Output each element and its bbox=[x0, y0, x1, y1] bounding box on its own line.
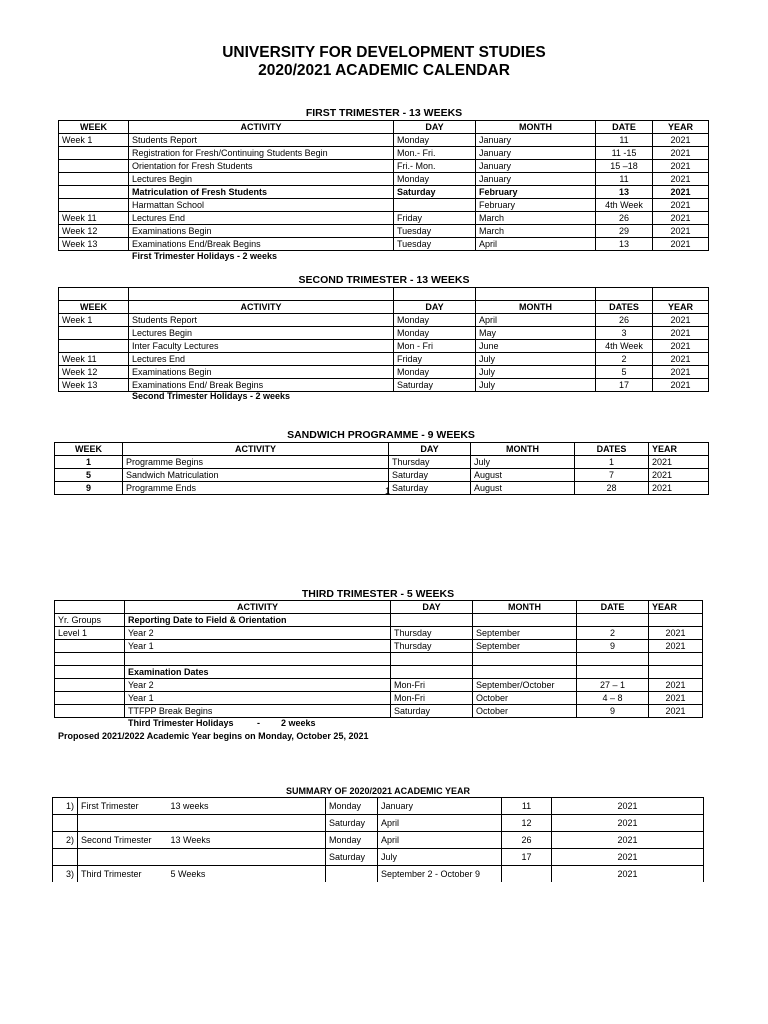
cell-month: April bbox=[476, 314, 596, 327]
first-trimester-table bbox=[58, 120, 709, 251]
cell-year: 2021 bbox=[552, 849, 704, 866]
cell-week: Week 12 bbox=[59, 366, 129, 379]
cell-year: 2021 bbox=[552, 798, 704, 815]
cell-activity bbox=[125, 653, 391, 666]
cell-day: Thursday bbox=[389, 456, 471, 469]
table-row bbox=[59, 186, 709, 199]
col-dates: DATES bbox=[596, 301, 653, 314]
cell-day: Saturday bbox=[389, 469, 471, 482]
table-row bbox=[59, 314, 709, 327]
first-trimester-holidays: First Trimester Holidays - 2 weeks bbox=[132, 251, 278, 261]
first-trimester-heading: FIRST TRIMESTER - 13 WEEKS bbox=[305, 107, 463, 119]
cell-day: Thursday bbox=[391, 640, 473, 653]
table-row bbox=[55, 666, 703, 679]
table-row bbox=[59, 134, 709, 147]
cell-week bbox=[59, 160, 129, 173]
cell-date bbox=[502, 866, 552, 883]
summary-heading: SUMMARY OF 2020/2021 ACADEMIC YEAR bbox=[285, 786, 471, 796]
cell-month: August bbox=[471, 469, 575, 482]
cell-group bbox=[55, 666, 125, 679]
cell-year: 2021 bbox=[653, 340, 709, 353]
cell-week bbox=[59, 327, 129, 340]
cell-period bbox=[78, 849, 168, 866]
table-header-row bbox=[59, 301, 709, 314]
cell-day: Tuesday bbox=[394, 238, 476, 251]
cell-number: 1) bbox=[53, 798, 78, 815]
cell-group bbox=[55, 705, 125, 718]
cell-activity: Examinations End/ Break Begins bbox=[129, 379, 394, 392]
cell-year: 2021 bbox=[649, 456, 709, 469]
cell-year: 2021 bbox=[653, 314, 709, 327]
cell-month bbox=[473, 666, 577, 679]
cell-month: February bbox=[476, 186, 596, 199]
table-row bbox=[55, 469, 709, 482]
col-activity: ACTIVITY bbox=[129, 301, 394, 314]
cell-activity: Lectures Begin bbox=[129, 327, 394, 340]
cell-date: 9 bbox=[577, 705, 649, 718]
cell-date: 3 bbox=[596, 327, 653, 340]
cell-week bbox=[59, 199, 129, 212]
cell-group: Level 1 bbox=[55, 627, 125, 640]
cell-day: Monday bbox=[394, 134, 476, 147]
cell-day: Mon.- Fri. bbox=[394, 147, 476, 160]
col-year: YEAR bbox=[653, 301, 709, 314]
cell-date: 11 bbox=[596, 134, 653, 147]
cell-number bbox=[53, 815, 78, 832]
cell-month: October bbox=[473, 692, 577, 705]
cell-day: Mon - Fri bbox=[394, 340, 476, 353]
cell-week: Week 12 bbox=[59, 225, 129, 238]
cell-day: Thursday bbox=[391, 627, 473, 640]
cell-date: 11 bbox=[596, 173, 653, 186]
cell-week: Week 13 bbox=[59, 238, 129, 251]
table-row bbox=[59, 199, 709, 212]
table-row bbox=[59, 353, 709, 366]
table-row bbox=[59, 173, 709, 186]
cell-month: January bbox=[476, 134, 596, 147]
cell-day: Friday bbox=[394, 353, 476, 366]
cell-year: 2021 bbox=[653, 134, 709, 147]
cell-date: 12 bbox=[502, 815, 552, 832]
cell-group: Yr. Groups bbox=[55, 614, 125, 627]
table-row bbox=[55, 705, 703, 718]
cell-activity: Harmattan School bbox=[129, 199, 394, 212]
col-month: MONTH bbox=[473, 601, 577, 614]
document-title: UNIVERSITY FOR DEVELOPMENT STUDIES bbox=[222, 44, 546, 61]
cell-group bbox=[55, 653, 125, 666]
cell-year: 2021 bbox=[552, 815, 704, 832]
cell-period bbox=[78, 815, 168, 832]
col-year: YEAR bbox=[649, 601, 703, 614]
cell-group bbox=[55, 679, 125, 692]
table-row bbox=[59, 225, 709, 238]
cell-date: 17 bbox=[502, 849, 552, 866]
cell-activity: Students Report bbox=[129, 314, 394, 327]
col-date: DATE bbox=[577, 601, 649, 614]
cell-day: Fri.- Mon. bbox=[394, 160, 476, 173]
cell-year: 2021 bbox=[653, 327, 709, 340]
cell-day: Tuesday bbox=[394, 225, 476, 238]
cell-month: October bbox=[473, 705, 577, 718]
cell-day: Saturday bbox=[389, 482, 471, 495]
document-subtitle: 2020/2021 ACADEMIC CALENDAR bbox=[258, 62, 510, 79]
second-trimester-table bbox=[58, 287, 709, 392]
cell-activity: Students Report bbox=[129, 134, 394, 147]
col-week: WEEK bbox=[55, 443, 123, 456]
table-row bbox=[59, 366, 709, 379]
cell-week bbox=[59, 340, 129, 353]
cell-activity: Year 1 bbox=[125, 692, 391, 705]
cell-date: 29 bbox=[596, 225, 653, 238]
cell-day bbox=[391, 614, 473, 627]
cell-day: Mon-Fri bbox=[391, 679, 473, 692]
col-month: MONTH bbox=[476, 121, 596, 134]
cell-period: First Trimester bbox=[78, 798, 168, 815]
cell-activity: Reporting Date to Field & Orientation bbox=[125, 614, 391, 627]
cell-duration bbox=[168, 849, 326, 866]
col-day: DAY bbox=[389, 443, 471, 456]
cell-month: March bbox=[476, 212, 596, 225]
cell-month: February bbox=[476, 199, 596, 212]
cell-week bbox=[59, 147, 129, 160]
cell-date bbox=[577, 666, 649, 679]
cell-week: Week 11 bbox=[59, 212, 129, 225]
cell-day: Mon-Fri bbox=[391, 692, 473, 705]
cell-year bbox=[649, 614, 703, 627]
proposed-next-year: Proposed 2021/2022 Academic Year begins on Monday, October 25, 2021 bbox=[58, 731, 369, 741]
cell-year: 2021 bbox=[653, 238, 709, 251]
cell-year: 2021 bbox=[653, 353, 709, 366]
cell-year bbox=[649, 653, 703, 666]
cell-month: August bbox=[471, 482, 575, 495]
cell-activity: Lectures Begin bbox=[129, 173, 394, 186]
cell-day: Saturday bbox=[326, 849, 378, 866]
cell-date: 11 -15 bbox=[596, 147, 653, 160]
cell-year: 2021 bbox=[552, 832, 704, 849]
sandwich-heading: SANDWICH PROGRAMME - 9 WEEKS bbox=[287, 429, 475, 441]
cell-activity: Sandwich Matriculation bbox=[123, 469, 389, 482]
table-row bbox=[55, 614, 703, 627]
cell-day: Monday bbox=[394, 327, 476, 340]
cell-year: 2021 bbox=[649, 705, 703, 718]
page-number: 1 bbox=[385, 486, 391, 496]
cell-period: Third Trimester bbox=[78, 866, 168, 883]
cell-date bbox=[577, 653, 649, 666]
cell-activity: Examinations Begin bbox=[129, 366, 394, 379]
table-row bbox=[55, 456, 709, 469]
cell-month: January bbox=[378, 798, 502, 815]
cell-duration: 5 Weeks bbox=[168, 866, 326, 883]
cell-date: 4 – 8 bbox=[577, 692, 649, 705]
third-trimester-heading: THIRD TRIMESTER - 5 WEEKS bbox=[301, 588, 455, 600]
table-row bbox=[53, 832, 704, 849]
col-day: DAY bbox=[394, 121, 476, 134]
col-activity: ACTIVITY bbox=[123, 443, 389, 456]
table-row bbox=[55, 627, 703, 640]
col-dates: DATES bbox=[575, 443, 649, 456]
cell-year: 2021 bbox=[649, 469, 709, 482]
cell-duration: 13 weeks bbox=[168, 798, 326, 815]
cell-month: April bbox=[476, 238, 596, 251]
sandwich-table bbox=[54, 442, 709, 495]
cell-month: September 2 - October 9 bbox=[378, 866, 502, 883]
table-row bbox=[53, 798, 704, 815]
cell-date: 11 bbox=[502, 798, 552, 815]
col-day: DAY bbox=[394, 301, 476, 314]
cell-activity: Lectures End bbox=[129, 212, 394, 225]
cell-date: 2 bbox=[577, 627, 649, 640]
col-group bbox=[55, 601, 125, 614]
cell-month: July bbox=[476, 379, 596, 392]
cell-activity: Examination Dates bbox=[125, 666, 391, 679]
third-trimester-table bbox=[54, 600, 703, 718]
cell-activity: Inter Faculty Lectures bbox=[129, 340, 394, 353]
cell-activity: Programme Begins bbox=[123, 456, 389, 469]
cell-day bbox=[391, 666, 473, 679]
table-header-row bbox=[55, 443, 709, 456]
cell-date: 28 bbox=[575, 482, 649, 495]
cell-date: 15 –18 bbox=[596, 160, 653, 173]
cell-month: July bbox=[476, 353, 596, 366]
cell-year: 2021 bbox=[649, 482, 709, 495]
cell-group bbox=[55, 692, 125, 705]
table-row bbox=[59, 379, 709, 392]
cell-month: September bbox=[473, 640, 577, 653]
cell-month: January bbox=[476, 160, 596, 173]
cell-day: Monday bbox=[394, 173, 476, 186]
cell-day: Monday bbox=[394, 314, 476, 327]
cell-week: Week 1 bbox=[59, 314, 129, 327]
second-trimester-heading: SECOND TRIMESTER - 13 WEEKS bbox=[298, 274, 470, 286]
cell-activity: Examinations Begin bbox=[129, 225, 394, 238]
second-trimester-holidays: Second Trimester Holidays - 2 weeks bbox=[132, 391, 291, 401]
cell-year: 2021 bbox=[653, 366, 709, 379]
cell-year: 2021 bbox=[653, 186, 709, 199]
table-blank-row bbox=[59, 288, 709, 301]
table-row bbox=[55, 692, 703, 705]
third-trimester-holidays-value: 2 weeks bbox=[281, 718, 316, 728]
table-row bbox=[53, 849, 704, 866]
cell-activity: Matriculation of Fresh Students bbox=[129, 186, 394, 199]
third-trimester-holidays-dash: - bbox=[257, 718, 260, 728]
cell-week: Week 13 bbox=[59, 379, 129, 392]
cell-date: 26 bbox=[596, 314, 653, 327]
table-header-row bbox=[55, 601, 703, 614]
col-week: WEEK bbox=[59, 301, 129, 314]
col-month: MONTH bbox=[476, 301, 596, 314]
cell-activity: Year 2 bbox=[125, 627, 391, 640]
cell-week bbox=[59, 186, 129, 199]
cell-day: Monday bbox=[326, 832, 378, 849]
cell-week: 5 bbox=[55, 469, 123, 482]
cell-date: 5 bbox=[596, 366, 653, 379]
cell-day: Monday bbox=[394, 366, 476, 379]
cell-year: 2021 bbox=[653, 147, 709, 160]
cell-month bbox=[473, 614, 577, 627]
cell-date: 2 bbox=[596, 353, 653, 366]
cell-month: January bbox=[476, 147, 596, 160]
col-day: DAY bbox=[391, 601, 473, 614]
cell-week bbox=[59, 173, 129, 186]
cell-date: 13 bbox=[596, 186, 653, 199]
cell-month: September/October bbox=[473, 679, 577, 692]
cell-date: 13 bbox=[596, 238, 653, 251]
cell-month: July bbox=[378, 849, 502, 866]
cell-day: Friday bbox=[394, 212, 476, 225]
cell-month: April bbox=[378, 815, 502, 832]
cell-year: 2021 bbox=[649, 627, 703, 640]
col-date: DATE bbox=[596, 121, 653, 134]
cell-year bbox=[649, 666, 703, 679]
cell-date: 9 bbox=[577, 640, 649, 653]
cell-week: 1 bbox=[55, 456, 123, 469]
cell-week: Week 11 bbox=[59, 353, 129, 366]
cell-year: 2021 bbox=[653, 379, 709, 392]
cell-date: 27 – 1 bbox=[577, 679, 649, 692]
cell-month: July bbox=[471, 456, 575, 469]
table-row bbox=[59, 327, 709, 340]
cell-month: January bbox=[476, 173, 596, 186]
cell-date: 26 bbox=[502, 832, 552, 849]
cell-year: 2021 bbox=[552, 866, 704, 883]
cell-activity: Programme Ends bbox=[123, 482, 389, 495]
cell-date: 4th Week bbox=[596, 340, 653, 353]
cell-number: 2) bbox=[53, 832, 78, 849]
table-row bbox=[55, 482, 709, 495]
cell-activity: Year 1 bbox=[125, 640, 391, 653]
cell-activity: Orientation for Fresh Students bbox=[129, 160, 394, 173]
cell-month: May bbox=[476, 327, 596, 340]
cell-date bbox=[577, 614, 649, 627]
cell-date: 4th Week bbox=[596, 199, 653, 212]
cell-day: Saturday bbox=[326, 815, 378, 832]
cell-duration: 13 Weeks bbox=[168, 832, 326, 849]
cell-activity: Examinations End/Break Begins bbox=[129, 238, 394, 251]
cell-day bbox=[394, 199, 476, 212]
table-row bbox=[55, 640, 703, 653]
cell-activity: Registration for Fresh/Continuing Students Begin bbox=[129, 147, 394, 160]
table-row bbox=[55, 679, 703, 692]
table-row bbox=[53, 815, 704, 832]
col-activity: ACTIVITY bbox=[125, 601, 391, 614]
cell-activity: Lectures End bbox=[129, 353, 394, 366]
third-trimester-holidays-label: Third Trimester Holidays bbox=[128, 718, 234, 728]
cell-date: 17 bbox=[596, 379, 653, 392]
table-row bbox=[53, 866, 704, 883]
col-week: WEEK bbox=[59, 121, 129, 134]
col-year: YEAR bbox=[649, 443, 709, 456]
cell-date: 1 bbox=[575, 456, 649, 469]
col-year: YEAR bbox=[653, 121, 709, 134]
table-row bbox=[59, 340, 709, 353]
cell-day: Saturday bbox=[391, 705, 473, 718]
cell-year: 2021 bbox=[653, 212, 709, 225]
cell-duration bbox=[168, 815, 326, 832]
cell-month: September bbox=[473, 627, 577, 640]
col-month: MONTH bbox=[471, 443, 575, 456]
summary-table bbox=[52, 797, 704, 882]
cell-week: Week 1 bbox=[59, 134, 129, 147]
cell-date: 7 bbox=[575, 469, 649, 482]
cell-year: 2021 bbox=[653, 199, 709, 212]
cell-year: 2021 bbox=[653, 173, 709, 186]
cell-activity: TTFPP Break Begins bbox=[125, 705, 391, 718]
cell-date: 26 bbox=[596, 212, 653, 225]
cell-period: Second Trimester bbox=[78, 832, 168, 849]
cell-day: Saturday bbox=[394, 186, 476, 199]
cell-month bbox=[473, 653, 577, 666]
cell-number: 3) bbox=[53, 866, 78, 883]
cell-year: 2021 bbox=[649, 692, 703, 705]
table-row bbox=[59, 160, 709, 173]
cell-day bbox=[391, 653, 473, 666]
table-row bbox=[59, 147, 709, 160]
cell-day: Monday bbox=[326, 798, 378, 815]
cell-month: July bbox=[476, 366, 596, 379]
cell-group bbox=[55, 640, 125, 653]
cell-month: March bbox=[476, 225, 596, 238]
cell-month: June bbox=[476, 340, 596, 353]
cell-year: 2021 bbox=[649, 640, 703, 653]
cell-year: 2021 bbox=[653, 160, 709, 173]
cell-year: 2021 bbox=[653, 225, 709, 238]
cell-number bbox=[53, 849, 78, 866]
table-header-row bbox=[59, 121, 709, 134]
cell-week: 9 bbox=[55, 482, 123, 495]
table-row bbox=[59, 212, 709, 225]
cell-day: Saturday bbox=[394, 379, 476, 392]
table-row bbox=[59, 238, 709, 251]
cell-day bbox=[326, 866, 378, 883]
cell-activity: Year 2 bbox=[125, 679, 391, 692]
table-row bbox=[55, 653, 703, 666]
cell-month: April bbox=[378, 832, 502, 849]
col-activity: ACTIVITY bbox=[129, 121, 394, 134]
cell-year: 2021 bbox=[649, 679, 703, 692]
